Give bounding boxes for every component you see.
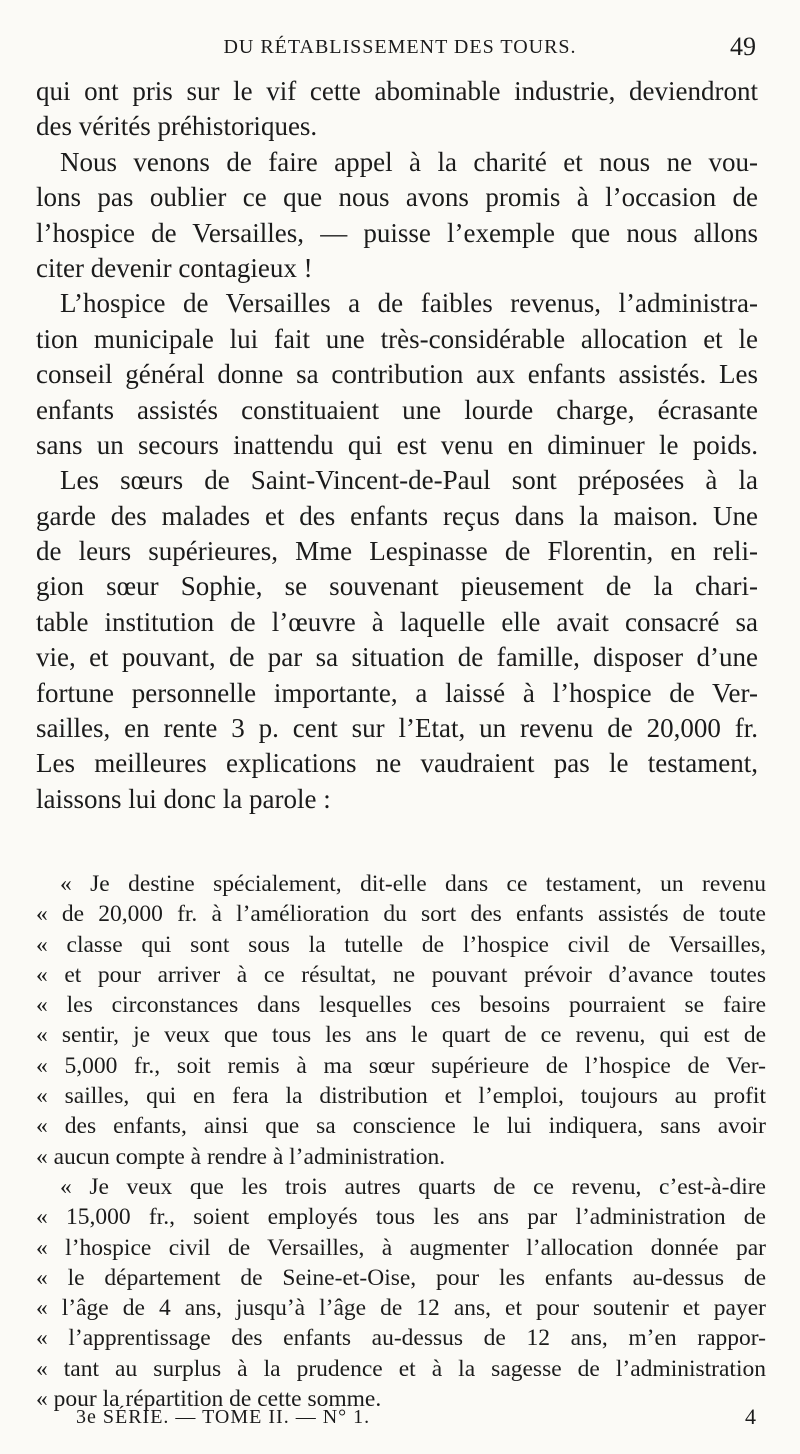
testament-quote [36, 869, 766, 1414]
text-line: sans un secours inattendu qui est venu en diminuer le poids. [36, 429, 758, 460]
text-line: enfants assistés constituaient une lourde charge, écrasante [36, 394, 758, 425]
text-line: lons pas oublier ce que nous avons promis à l’occasion de [36, 182, 758, 213]
text-line: de leurs supérieures, Mme Lespinasse de Florentin, en reli- [36, 536, 758, 567]
signature-mark: 3e SÉRIE. — TOME II. — N° 1. [76, 1406, 371, 1428]
quote-line: « tant au surplus à la prudence et à la sagesse de l’administration [36, 1355, 766, 1382]
text-line: sailles, en rente 3 p. cent sur l’Etat, un revenu de 20,000 fr. [36, 713, 758, 744]
quote-line: « classe qui sont sous la tutelle de l’hospice civil de Versailles, [36, 931, 766, 958]
quote-line: « l’âge de 4 ans, jusqu’à l’âge de 12 ans, et pour soutenir et payer [36, 1295, 766, 1322]
text-line: citer devenir contagieux ! [36, 252, 313, 283]
quote-line: « et pour arriver à ce résultat, ne pouvant prévoir d’avance toutes [36, 961, 766, 988]
text-line: Les sœurs de Saint-Vincent-de-Paul sont préposées à la [60, 465, 758, 496]
signature-number: 4 [745, 1404, 756, 1429]
text-line: laissons lui donc la parole : [36, 783, 331, 814]
text-line: Les meilleures explications ne vaudraient pas le testament, [36, 748, 758, 779]
quote-line: « le département de Seine-et-Oise, pour les enfants au-dessus de [36, 1264, 766, 1291]
text-line: fortune personnelle importante, a laissé à l’hospice de Ver- [36, 677, 758, 708]
quote-line: « 5,000 fr., soit remis à ma sœur supérieure de l’hospice de Ver- [36, 1052, 766, 1079]
text-line: table institution de l’œuvre à laquelle elle avait consacré sa [36, 606, 758, 637]
quote-line: « sailles, qui en fera la distribution et l’emploi, toujours au profit [36, 1083, 766, 1110]
quote-line: « Je veux que les trois autres quarts de ce revenu, c’est-à-dire [60, 1173, 766, 1200]
main-text [36, 74, 758, 817]
quote-line: « 15,000 fr., soient employés tous les ans par l’administration de [36, 1204, 766, 1231]
quote-line: « des enfants, ainsi que sa conscience le lui indiquera, sans avoir [36, 1113, 766, 1140]
quote-line: « aucun compte à rendre à l’administration. [36, 1143, 446, 1170]
text-line: l’hospice de Versailles, — puisse l’exemple que nous allons [36, 217, 758, 248]
running-title: DU RÉTABLISSEMENT DES TOURS. [223, 36, 577, 58]
text-line: tion municipale lui fait une très-considérable allocation et le [36, 323, 758, 354]
quote-line: « pour la répartition de cette somme. [36, 1386, 382, 1413]
text-line: vie, et pouvant, de par sa situation de famille, disposer d’une [36, 642, 758, 673]
quote-line: « Je destine spécialement, dit-elle dans ce testament, un revenu [60, 871, 766, 897]
text-line: garde des malades et des enfants reçus dans la maison. Une [36, 500, 758, 531]
text-line: L’hospice de Versailles a de faibles revenus, l’administra- [60, 288, 758, 319]
quote-line: « les circonstances dans lesquelles ces besoins pourraient se faire [36, 992, 766, 1019]
quote-line: « de 20,000 fr. à l’amélioration du sort des enfants assistés de toute [36, 901, 766, 928]
text-line: des vérités préhistoriques. [36, 111, 318, 142]
page-footer [76, 1406, 756, 1436]
text-line: conseil général donne sa contribution aux enfants assistés. Les [36, 359, 758, 390]
text-line: Nous venons de faire appel à la charité et nous ne vou- [60, 146, 758, 177]
text-line: gion sœur Sophie, se souvenant pieusement de la chari- [36, 571, 758, 602]
text-line: qui ont pris sur le vif cette abominable industrie, deviendront [36, 76, 758, 106]
quote-line: « l’apprentissage des enfants au-dessus de 12 ans, m’en rappor- [36, 1325, 766, 1352]
page-header [36, 30, 764, 62]
quote-line: « sentir, je veux que tous les ans le quart de ce revenu, qui est de [36, 1022, 766, 1049]
page-number: 49 [730, 32, 756, 61]
quote-line: « l’hospice civil de Versailles, à augmenter l’allocation donnée par [36, 1234, 766, 1261]
